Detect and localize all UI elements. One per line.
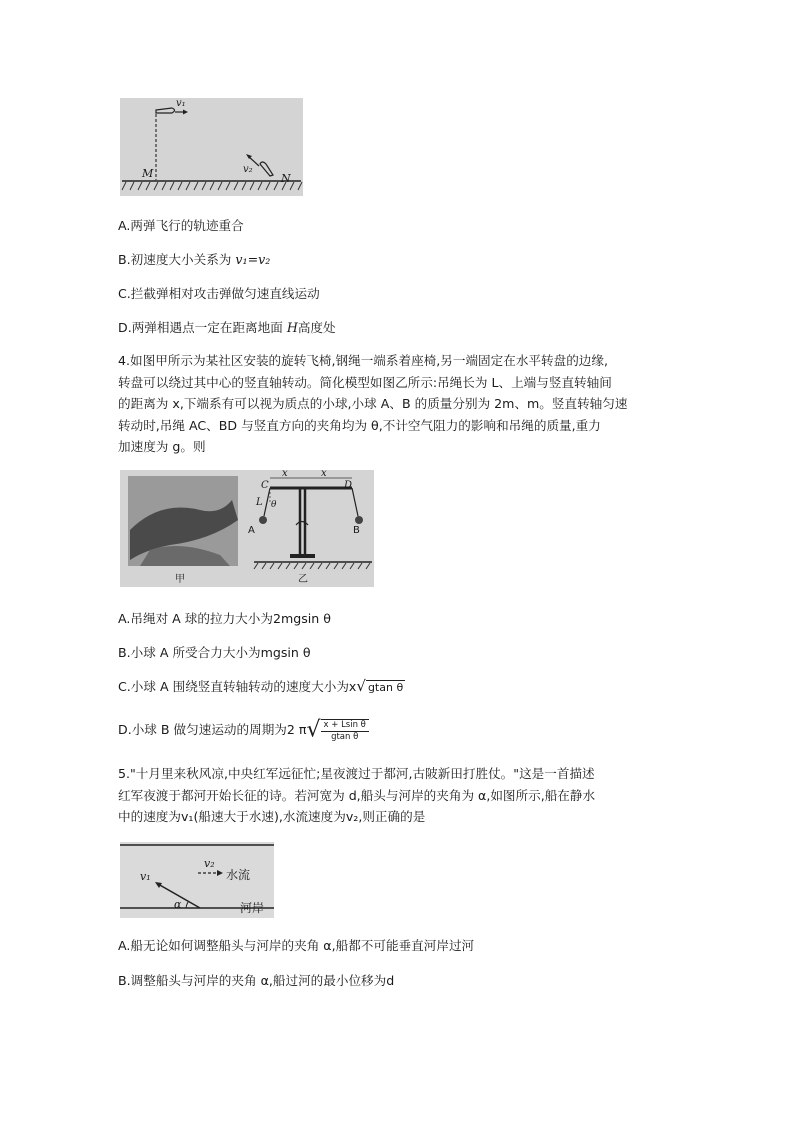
label-jia: 甲 bbox=[175, 574, 185, 585]
label-v2: v₂ bbox=[204, 857, 215, 870]
label-A: A bbox=[248, 525, 255, 536]
label-x-left: x bbox=[282, 468, 288, 479]
q5-option-a: A.船无论如何调整船头与河岸的夹角 α,船都不可能垂直河岸过河 bbox=[118, 938, 475, 953]
sqrt-expression: √ gtan θ bbox=[356, 677, 404, 695]
label-L: L bbox=[256, 497, 263, 508]
label-yi: 乙 bbox=[298, 574, 308, 585]
label-river-bank: 河岸 bbox=[240, 901, 265, 915]
label-x-right: x bbox=[321, 468, 327, 479]
label-theta: θ bbox=[271, 500, 277, 510]
q3-option-c: C.拦截弹相对攻击弹做匀速直线运动 bbox=[118, 286, 320, 301]
label-M: M bbox=[142, 167, 154, 180]
label-C: C bbox=[261, 480, 269, 491]
label-v1: v₁ bbox=[176, 98, 186, 109]
q3-option-a: A.两弹飞行的轨迹重合 bbox=[118, 218, 244, 233]
label-B: B bbox=[353, 525, 360, 536]
label-v2: v₂ bbox=[243, 164, 253, 175]
q4-stem: 4.如图甲所示为某社区安装的旋转飞椅,钢绳一端系着座椅,另一端固定在水平转盘的边缘, 转盘可以绕过其中心的竖直轴转动。简化模型如图乙所示:吊绳长为 L、上端与竖直转轴间 的距离为 x,下端系有可以视为质点的小球,小球 A、B 的质量分别为 2m、m。竖直转轴匀速 转动时,吊绳 AC、BD 与竖直方向的夹角均为 θ,不计空气阻力的影响和吊绳的质量,重力 加速度为 g。则 bbox=[118, 353, 628, 454]
q4-option-d: D.小球 B 做匀速运动的周期为2 π√ $\frac{\text{x + Lsin θ}}{\text{gtan θ}}$ bbox=[118, 716, 369, 745]
figure-interception bbox=[120, 98, 303, 196]
q3-option-d: D.两弹相遇点一定在距离地面 H高度处 bbox=[118, 320, 336, 335]
label-water-flow: 水流 bbox=[226, 868, 251, 882]
figure-rotating-swing bbox=[120, 470, 374, 587]
q3-option-b: B.初速度大小关系为 v₁=v₂ bbox=[118, 252, 271, 267]
label-alpha: α bbox=[174, 898, 182, 911]
label-N: N bbox=[281, 172, 291, 185]
label-D: D bbox=[344, 480, 353, 491]
q4-option-c: C.小球 A 围绕竖直转轴转动的速度大小为x√ gtan θ bbox=[118, 677, 404, 695]
q5-stem: 5."十月里来秋风凉,中央红军远征忙;星夜渡过于都河,古陂新田打胜仗。"这是一首描述 红军夜渡于都河开始长征的诗。若河宽为 d,船头与河岸的夹角为 α,如图所示,船在静水 中的速度为v₁(船速大于水速),水流速度为v₂,则正确的是 bbox=[118, 766, 596, 824]
q4-option-a: A.吊绳对 A 球的拉力大小为2mgsin θ bbox=[118, 611, 331, 626]
q5-option-b: B.调整船头与河岸的夹角 α,船过河的最小位移为d bbox=[118, 973, 395, 988]
figure-river-crossing bbox=[120, 842, 274, 918]
q4-option-b: B.小球 A 所受合力大小为mgsin θ bbox=[118, 645, 311, 660]
label-v1: v₁ bbox=[140, 870, 151, 883]
